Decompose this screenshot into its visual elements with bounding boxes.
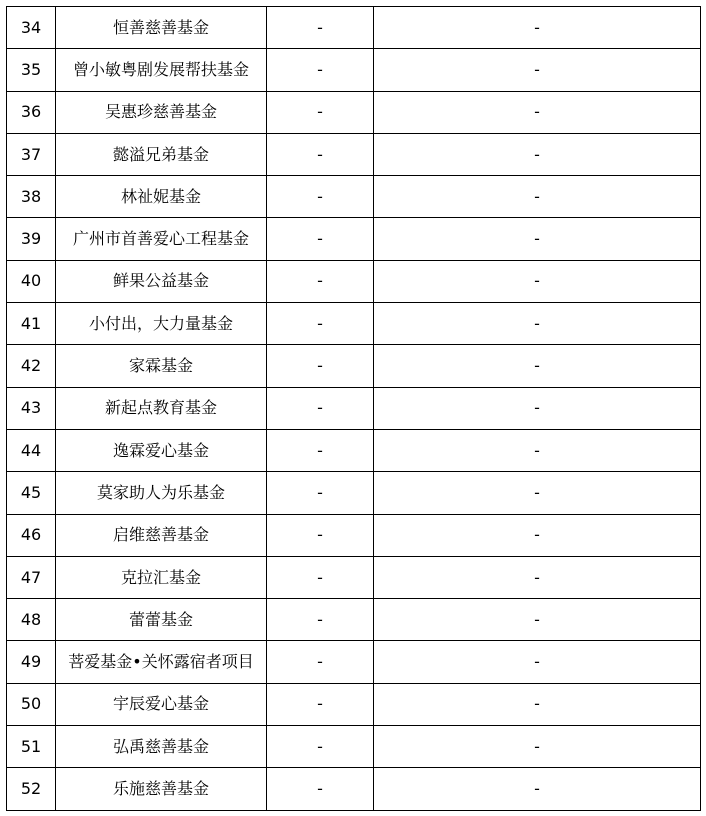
row-number: 49 [7, 641, 56, 683]
table-row [7, 345, 701, 387]
fund-name: 莫家助人为乐基金 [56, 472, 267, 514]
table-row [7, 387, 701, 429]
fund-name: 克拉汇基金 [56, 556, 267, 598]
table-row [7, 556, 701, 598]
amount-cell-b: - [374, 556, 701, 598]
amount-cell-b: - [374, 49, 701, 91]
amount-cell-a: - [267, 176, 374, 218]
fund-name: 林祉妮基金 [56, 176, 267, 218]
row-number: 34 [7, 7, 56, 49]
amount-cell-b: - [374, 176, 701, 218]
amount-cell-b: - [374, 91, 701, 133]
amount-cell-a: - [267, 133, 374, 175]
amount-cell-b: - [374, 514, 701, 556]
amount-cell-a: - [267, 429, 374, 471]
amount-cell-a: - [267, 303, 374, 345]
fund-name: 蕾蕾基金 [56, 599, 267, 641]
amount-cell-b: - [374, 218, 701, 260]
fund-name: 弘禹慈善基金 [56, 726, 267, 768]
row-number: 52 [7, 768, 56, 810]
fund-name: 家霖基金 [56, 345, 267, 387]
table-row [7, 91, 701, 133]
table-row [7, 641, 701, 683]
amount-cell-a: - [267, 7, 374, 49]
row-number: 36 [7, 91, 56, 133]
amount-cell-b: - [374, 387, 701, 429]
amount-cell-b: - [374, 599, 701, 641]
amount-cell-a: - [267, 641, 374, 683]
table-row [7, 49, 701, 91]
amount-cell-a: - [267, 91, 374, 133]
amount-cell-b: - [374, 641, 701, 683]
fund-table-body [7, 7, 701, 811]
amount-cell-b: - [374, 133, 701, 175]
table-row [7, 429, 701, 471]
table-row [7, 768, 701, 810]
amount-cell-a: - [267, 472, 374, 514]
row-number: 41 [7, 303, 56, 345]
row-number: 39 [7, 218, 56, 260]
amount-cell-b: - [374, 768, 701, 810]
fund-name: 乐施慈善基金 [56, 768, 267, 810]
fund-name: 鲜果公益基金 [56, 260, 267, 302]
amount-cell-b: - [374, 726, 701, 768]
amount-cell-a: - [267, 260, 374, 302]
amount-cell-a: - [267, 599, 374, 641]
row-number: 38 [7, 176, 56, 218]
fund-name: 宇辰爱心基金 [56, 683, 267, 725]
table-row [7, 472, 701, 514]
row-number: 45 [7, 472, 56, 514]
row-number: 46 [7, 514, 56, 556]
amount-cell-a: - [267, 387, 374, 429]
amount-cell-a: - [267, 49, 374, 91]
amount-cell-a: - [267, 345, 374, 387]
row-number: 43 [7, 387, 56, 429]
fund-name: 小付出，大力量基金 [56, 303, 267, 345]
amount-cell-b: - [374, 472, 701, 514]
fund-name: 菩爱基金•关怀露宿者项目 [56, 641, 267, 683]
amount-cell-b: - [374, 303, 701, 345]
table-row [7, 133, 701, 175]
amount-cell-b: - [374, 260, 701, 302]
row-number: 40 [7, 260, 56, 302]
fund-name: 启维慈善基金 [56, 514, 267, 556]
fund-name: 恒善慈善基金 [56, 7, 267, 49]
amount-cell-b: - [374, 7, 701, 49]
amount-cell-b: - [374, 429, 701, 471]
table-row [7, 303, 701, 345]
fund-name: 懿溢兄弟基金 [56, 133, 267, 175]
amount-cell-a: - [267, 556, 374, 598]
fund-name: 新起点教育基金 [56, 387, 267, 429]
fund-name: 广州市首善爱心工程基金 [56, 218, 267, 260]
row-number: 48 [7, 599, 56, 641]
fund-name: 吴惠珍慈善基金 [56, 91, 267, 133]
table-row [7, 683, 701, 725]
table-row [7, 176, 701, 218]
amount-cell-b: - [374, 345, 701, 387]
row-number: 35 [7, 49, 56, 91]
table-row [7, 218, 701, 260]
amount-cell-a: - [267, 683, 374, 725]
row-number: 47 [7, 556, 56, 598]
row-number: 42 [7, 345, 56, 387]
row-number: 37 [7, 133, 56, 175]
row-number: 51 [7, 726, 56, 768]
fund-table [6, 6, 701, 811]
amount-cell-a: - [267, 768, 374, 810]
amount-cell-b: - [374, 683, 701, 725]
row-number: 50 [7, 683, 56, 725]
fund-name: 曾小敏粤剧发展帮扶基金 [56, 49, 267, 91]
table-row [7, 7, 701, 49]
row-number: 44 [7, 429, 56, 471]
table-row [7, 726, 701, 768]
table-row [7, 514, 701, 556]
amount-cell-a: - [267, 218, 374, 260]
table-row [7, 599, 701, 641]
fund-name: 逸霖爱心基金 [56, 429, 267, 471]
table-row [7, 260, 701, 302]
amount-cell-a: - [267, 726, 374, 768]
amount-cell-a: - [267, 514, 374, 556]
